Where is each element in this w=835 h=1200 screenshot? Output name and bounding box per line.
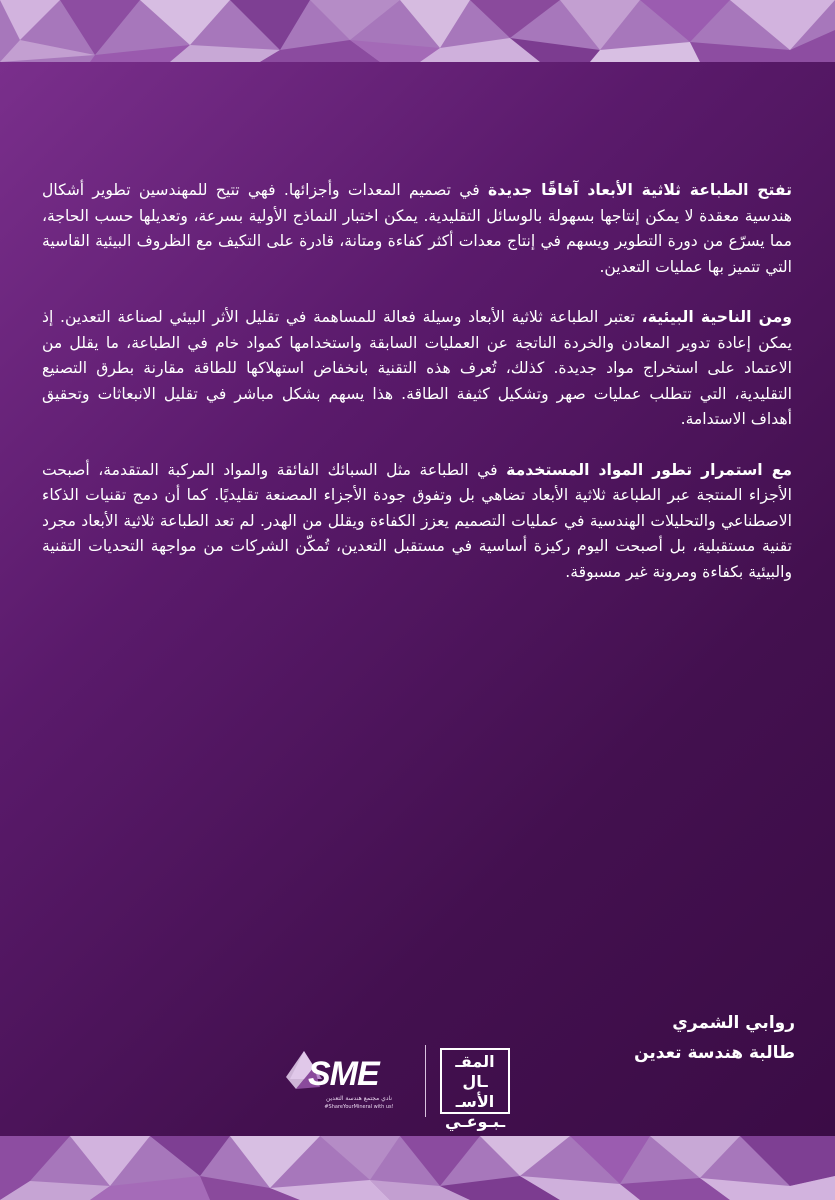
author-role: طالبة هندسة تعدين [634, 1043, 795, 1063]
article-paragraph-2 [42, 305, 792, 433]
bottom-pattern-band [0, 1136, 835, 1200]
sme-logo-text: SME [308, 1055, 379, 1093]
article-body [42, 178, 792, 610]
paragraph-1-bold: تفتح الطباعة ثلاثية الأبعاد آفاقًا جديدة [488, 181, 792, 199]
paragraph-3-text: في الطباعة مثل السبائك الفائقة والمواد المركبة المتقدمة، أصبحت الأجزاء المنتجة عبر الطباعة ثلاثية الأبعاد تضاهي بل وتفوق جودة الأجزاء المصنعة تقليديًا. كما أن دمج تقنيات الذكاء الاصطناعي والتحليلات الهندسية في عمليات التصميم يعزز الكفاءة ويقلل من الهدر. لم تعد الطباعة ثلاثية الأبعاد مجرد تقنية مستقبلية، بل أصبحت اليوم ركيزة أساسية في مستقبل التعدين، تُمكّن الشركات من مواجهة التحديات التقنية والبيئية بكفاءة ومرونة غير مسبوقة. [42, 460, 792, 581]
paragraph-3-bold: مع استمرار تطور المواد المستخدمة [506, 460, 793, 479]
paragraph-2-text: تعتبر الطباعة ثلاثية الأبعاد وسيلة فعالة للمساهمة في تقليل الأثر البيئي لصناعة التعدين. إذ يمكن إعادة تدوير المعادن والخردة الناتجة عن العمليات السابقة واستخدامها كمواد خام في الطباعة، ما يقلل من الاعتماد على استخراج مواد جديدة. كذلك، تُعرف هذه التقنية بانخفاض استهلاكها للطاقة مقارنة بطرق التصنيع التقليدية، التي تتطلب عمليات صهر وتشكيل كثيفة الطاقة. هذا يسهم بشكل مباشر في تقليل الانبعاثات وتحقيق أهداف الاستدامة. [42, 308, 792, 428]
author-name: روابي الشمري [672, 1013, 795, 1033]
weekly-article-logo [440, 1048, 510, 1131]
paragraph-1-text: في تصميم المعدات وأجزائها. فهي تتيح للمهندسين تطوير أشكال هندسية معقدة لا يمكن إنتاجها بسهولة بالوسائل التقليدية. يمكن اختبار النماذج الأولية بسرعة، وتعديلها حسب الحاجة، مما يسرّع من دورة التطوير ويسهم في إنتاج معدات أكثر كفاءة ومتانة، قادرة على التكيف مع الظروف البيئية القاسية التي تتميز بها عمليات التعدين. [42, 181, 792, 276]
top-pattern-band [0, 0, 835, 62]
author-block [634, 1008, 795, 1068]
top-pattern [0, 0, 835, 62]
weekly-logo-line-3: ـبـوعـي [444, 1112, 506, 1131]
sme-tagline: #ShareYourMineral with us! [324, 1104, 394, 1110]
article-paragraph-3 [42, 458, 792, 586]
sme-subtitle: نادي مجتمع هندسة التعدين [325, 1095, 393, 1102]
paragraph-2-bold: ومن الناحية البيئية، [641, 308, 792, 326]
footer-logos [280, 1045, 580, 1131]
bottom-pattern [0, 1136, 835, 1200]
sme-logo [280, 1049, 410, 1119]
weekly-logo-line-1: المقـ [455, 1052, 495, 1071]
weekly-logo-line-2: ـال الأسـ [455, 1072, 495, 1111]
logo-divider [425, 1045, 426, 1117]
article-paragraph-1 [42, 178, 792, 280]
